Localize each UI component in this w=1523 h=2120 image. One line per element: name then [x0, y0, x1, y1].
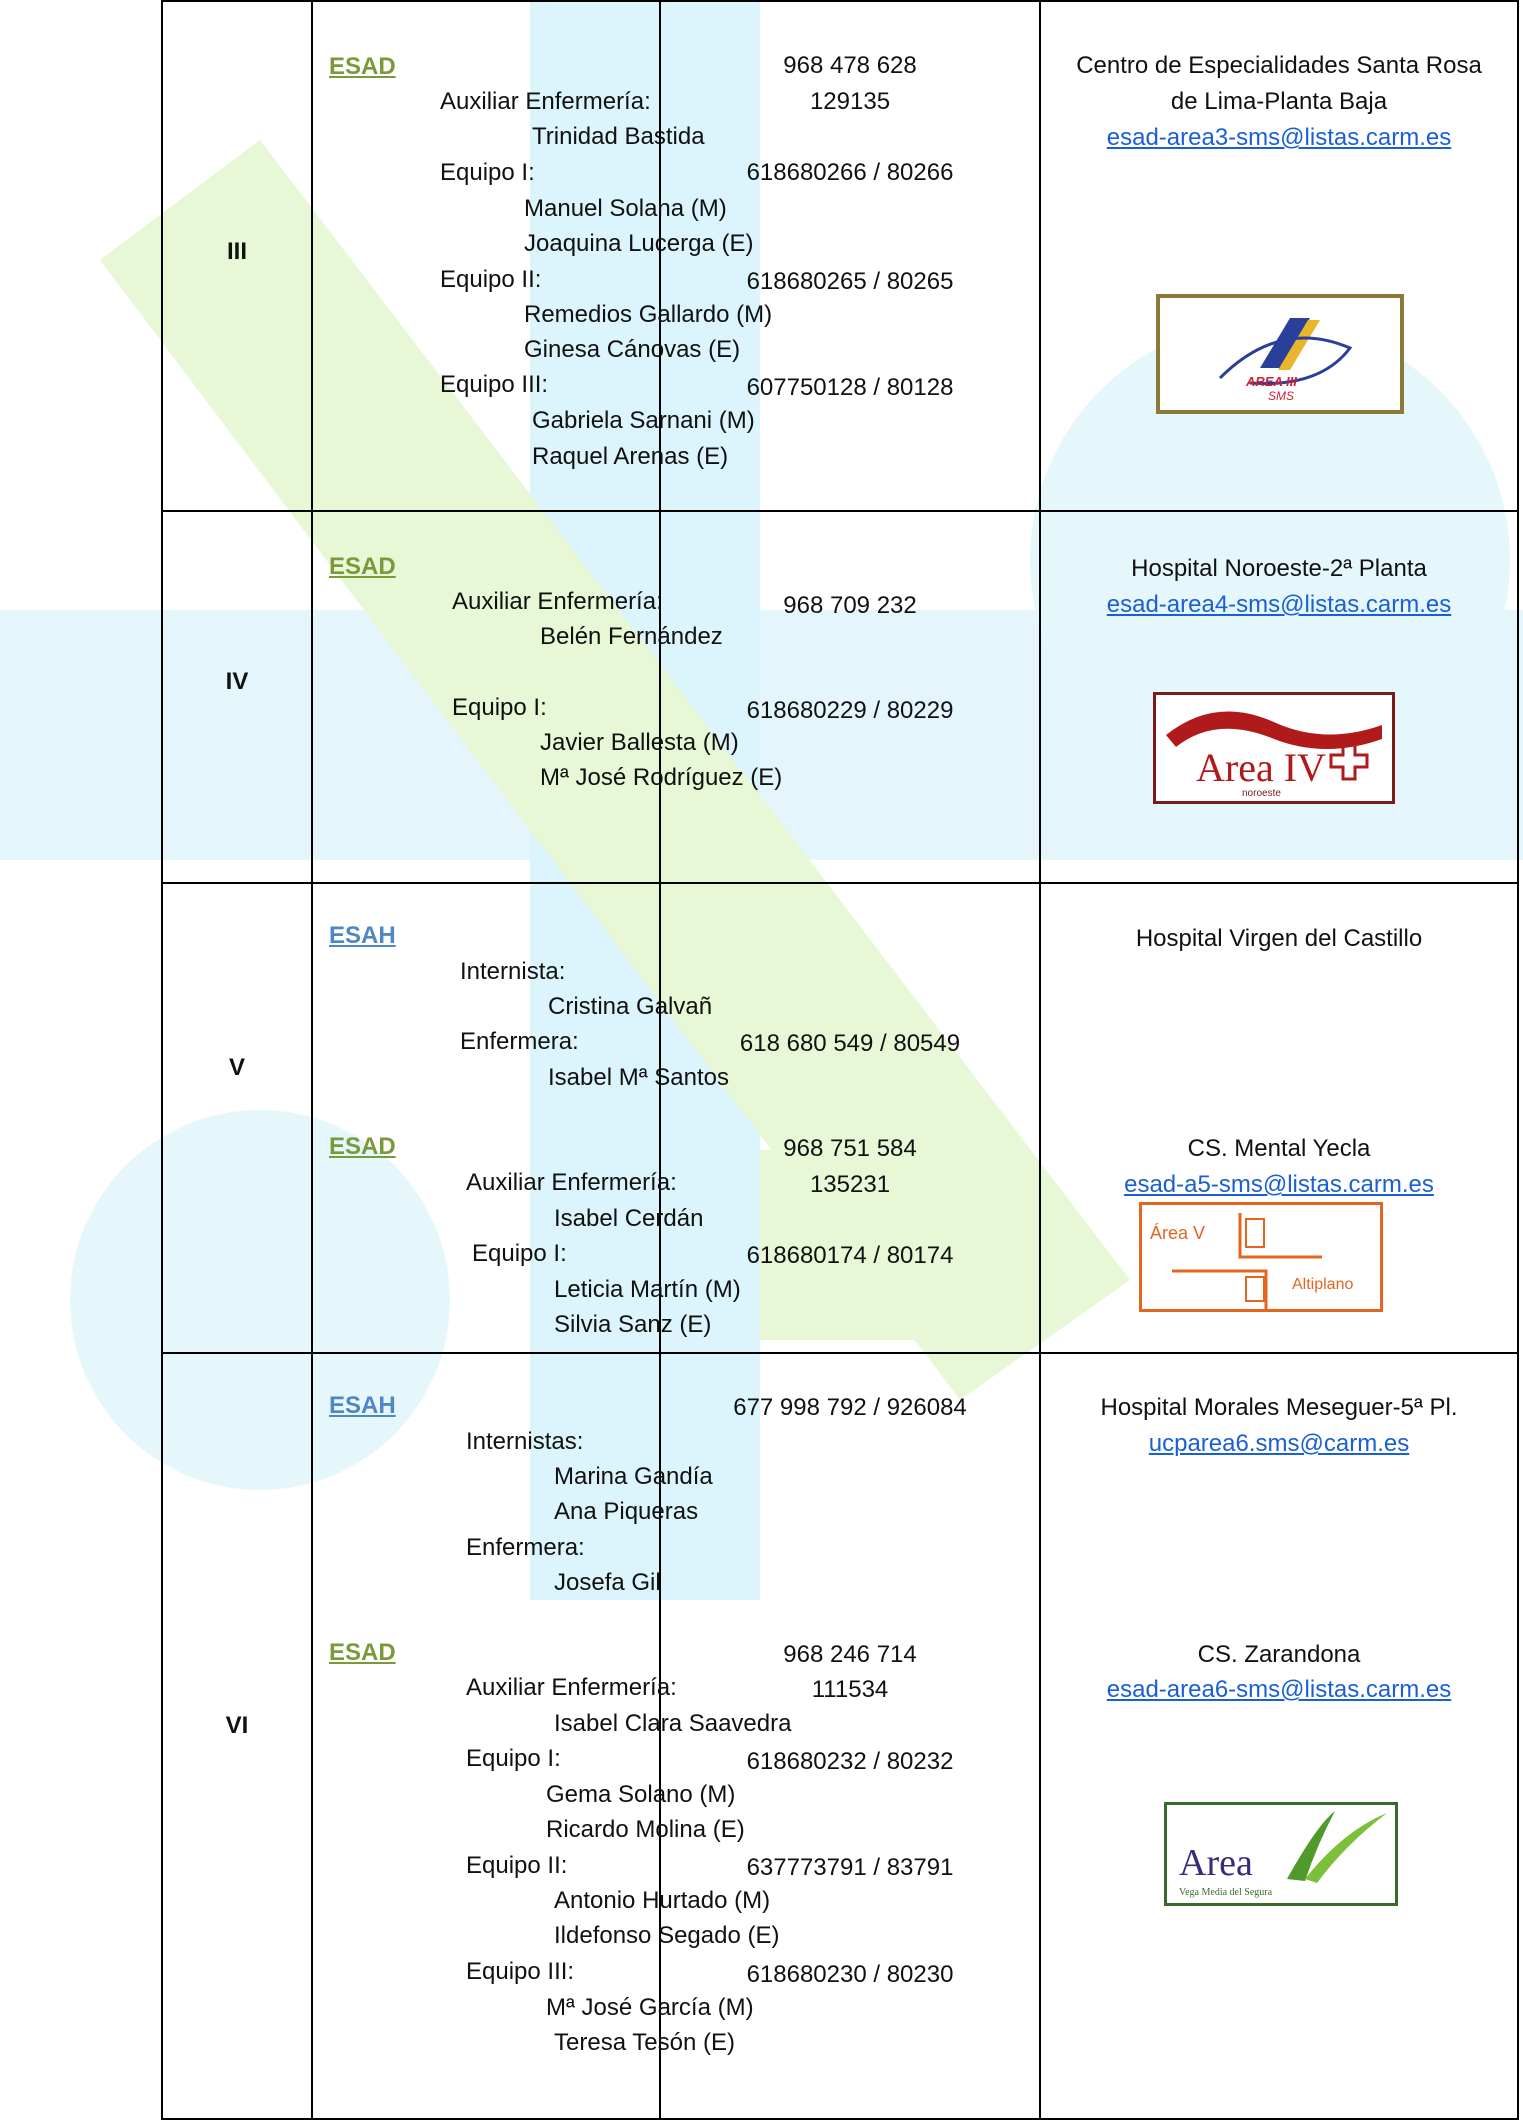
area-cell: [162, 883, 312, 1353]
esah-tag[interactable]: ESAH: [329, 922, 396, 949]
area-label: III: [226, 238, 247, 265]
area-vi-logo: [1164, 1802, 1398, 1906]
esad-tag[interactable]: ESAD: [329, 1133, 396, 1160]
team-phone: 618680174 / 80174: [746, 1242, 954, 1269]
internists-label: Internistas:: [466, 1428, 584, 1455]
internist-name: Marina Gandía: [554, 1463, 713, 1490]
staff-cell: [312, 883, 741, 1353]
aux-label: Auxiliar Enfermería:: [452, 588, 663, 615]
staff-cell: [312, 1, 773, 511]
area-cell: [162, 1353, 312, 2119]
team-label: Equipo II:: [466, 1852, 568, 1879]
logo-subtext: Vega Media del Segura: [1179, 1887, 1273, 1898]
area-iii-logo-graphic: [1160, 298, 1400, 410]
team-member-e: Ginesa Cánovas (E): [524, 336, 741, 363]
location-cell: [1040, 1, 1518, 511]
area-iv-logo: [1153, 692, 1395, 804]
team-label: Equipo I:: [452, 694, 547, 721]
phone-cell: [660, 883, 1040, 1353]
logo-subtext: noroeste: [1242, 788, 1281, 799]
phone-cell: [660, 511, 1040, 883]
email-link[interactable]: esad-area3-sms@listas.carm.es: [1106, 124, 1452, 151]
nurse-name: Josefa Gil: [554, 1569, 661, 1596]
aux-label: Auxiliar Enfermería:: [440, 88, 651, 115]
area-label: IV: [225, 668, 249, 695]
esah-location: Hospital Virgen del Castillo: [1135, 925, 1423, 952]
aux-name: Belén Fernández: [540, 623, 723, 650]
nurse-label: Enfermera:: [466, 1534, 585, 1561]
team-member-m: Javier Ballesta (M): [540, 729, 739, 756]
internist-name: Cristina Galvañ: [548, 993, 713, 1020]
nurse-name: Isabel Mª Santos: [548, 1064, 729, 1091]
team-phone: 618680229 / 80229: [746, 697, 954, 724]
phone-ext: 129135: [809, 88, 891, 115]
team-member-e: Ildefonso Segado (E): [554, 1922, 780, 1949]
email-link[interactable]: esad-a5-sms@listas.carm.es: [1124, 1171, 1434, 1198]
team-phone: 618680232 / 80232: [746, 1748, 954, 1775]
logo-text: Area: [1179, 1842, 1253, 1884]
email-link[interactable]: esad-area4-sms@listas.carm.es: [1106, 591, 1452, 618]
phone-main: 968 709 232: [783, 592, 917, 619]
esad-location: CS. Mental Yecla: [1187, 1135, 1371, 1162]
area-v-logo-graphic: [1142, 1205, 1380, 1309]
phone-ext: 111534: [811, 1676, 889, 1703]
team-phone: 618680266 / 80266: [746, 159, 954, 186]
aux-name: Isabel Cerdán: [554, 1205, 704, 1232]
team-member-e: Mª José Rodríguez (E): [540, 764, 783, 791]
team-label: Equipo III:: [466, 1958, 575, 1985]
staff-cell: [312, 511, 783, 883]
team-label: Equipo I:: [472, 1240, 567, 1267]
team-phone: 618680230 / 80230: [746, 1961, 954, 1988]
table-row: [162, 511, 1518, 883]
aux-label: Auxiliar Enfermería:: [466, 1169, 677, 1196]
esad-location: CS. Zarandona: [1197, 1641, 1361, 1668]
esah-phone: 618 680 549 / 80549: [739, 1030, 961, 1057]
team-label: Equipo III:: [440, 371, 549, 398]
internist-label: Internista:: [460, 958, 566, 985]
esah-tag[interactable]: ESAH: [329, 1392, 396, 1419]
table-row: [162, 1353, 1518, 2119]
area-label: VI: [225, 1712, 249, 1739]
contacts-table: [161, 0, 1519, 2120]
phone-cell: [660, 1353, 1040, 2119]
area-iii-logo: [1156, 294, 1404, 414]
team-member-m: Manuel Solana (M): [524, 195, 727, 222]
esad-tag[interactable]: ESAD: [329, 53, 396, 80]
team-member-m: Antonio Hurtado (M): [554, 1887, 771, 1914]
team-label: Equipo II:: [440, 266, 542, 293]
team-member-m: Remedios Gallardo (M): [524, 301, 773, 328]
team-member-e: Silvia Sanz (E): [554, 1311, 712, 1338]
phone-ext: 135231: [809, 1171, 891, 1198]
team-phone: 618680265 / 80265: [746, 268, 954, 295]
team-member-e: Ricardo Molina (E): [546, 1816, 745, 1843]
team-member-m: Gema Solano (M): [546, 1781, 736, 1808]
logo-subtext: Altiplano: [1292, 1276, 1354, 1293]
team-member-e: Teresa Tesón (E): [554, 2029, 735, 2056]
location-name: Hospital Noroeste-2ª Planta: [1131, 555, 1427, 582]
area-vi-logo-graphic: [1167, 1805, 1395, 1903]
email-link[interactable]: esad-area6-sms@listas.carm.es: [1106, 1676, 1452, 1703]
team-member-m: Gabriela Sarnani (M): [532, 407, 755, 434]
team-member-e: Raquel Arenas (E): [532, 443, 729, 470]
area-v-logo: [1139, 1202, 1383, 1312]
location-cell: [1040, 883, 1518, 1353]
svg-text:AREA III: AREA III: [1246, 374, 1297, 389]
esad-tag[interactable]: ESAD: [329, 1639, 396, 1666]
phone-main: 968 246 714: [783, 1641, 917, 1668]
logo-text: Area IV: [1196, 745, 1326, 790]
area-iv-logo-graphic: [1156, 695, 1392, 801]
staff-cell: [312, 1353, 792, 2119]
team-phone: 637773791 / 83791: [746, 1854, 954, 1881]
aux-name: Isabel Clara Saavedra: [554, 1710, 792, 1737]
location-name-2: de Lima-Planta Baja: [1170, 88, 1388, 115]
location-cell: [1040, 511, 1518, 883]
esah-location: Hospital Morales Meseguer-5ª Pl.: [1100, 1394, 1458, 1421]
area-label: V: [228, 1054, 245, 1081]
svg-text:SMS: SMS: [1268, 389, 1295, 403]
table-row: [162, 883, 1518, 1353]
team-member-e: Joaquina Lucerga (E): [524, 230, 754, 257]
esad-tag[interactable]: ESAD: [329, 553, 396, 580]
nurse-label: Enfermera:: [460, 1028, 579, 1055]
internist-name: Ana Piqueras: [554, 1498, 699, 1525]
team-label: Equipo I:: [440, 159, 535, 186]
team-member-m: Leticia Martín (M): [554, 1276, 741, 1303]
aux-name: Trinidad Bastida: [532, 123, 705, 150]
esah-phone: 677 998 792 / 926084: [733, 1394, 967, 1421]
location-name: Centro de Especialidades Santa Rosa: [1076, 52, 1482, 79]
aux-label: Auxiliar Enfermería:: [466, 1674, 677, 1701]
phone-cell: [660, 1, 1040, 511]
email-link[interactable]: ucparea6.sms@carm.es: [1148, 1430, 1410, 1457]
phone-main: 968 751 584: [783, 1135, 917, 1162]
phone-main: 968 478 628: [783, 52, 917, 79]
table-row: [162, 1, 1518, 511]
area-cell: [162, 511, 312, 883]
location-cell: [1040, 1353, 1518, 2119]
logo-text: Área V: [1150, 1223, 1206, 1243]
team-phone: 607750128 / 80128: [746, 374, 954, 401]
team-label: Equipo I:: [466, 1745, 561, 1772]
area-cell: [162, 1, 312, 511]
team-member-m: Mª José García (M): [546, 1994, 754, 2021]
